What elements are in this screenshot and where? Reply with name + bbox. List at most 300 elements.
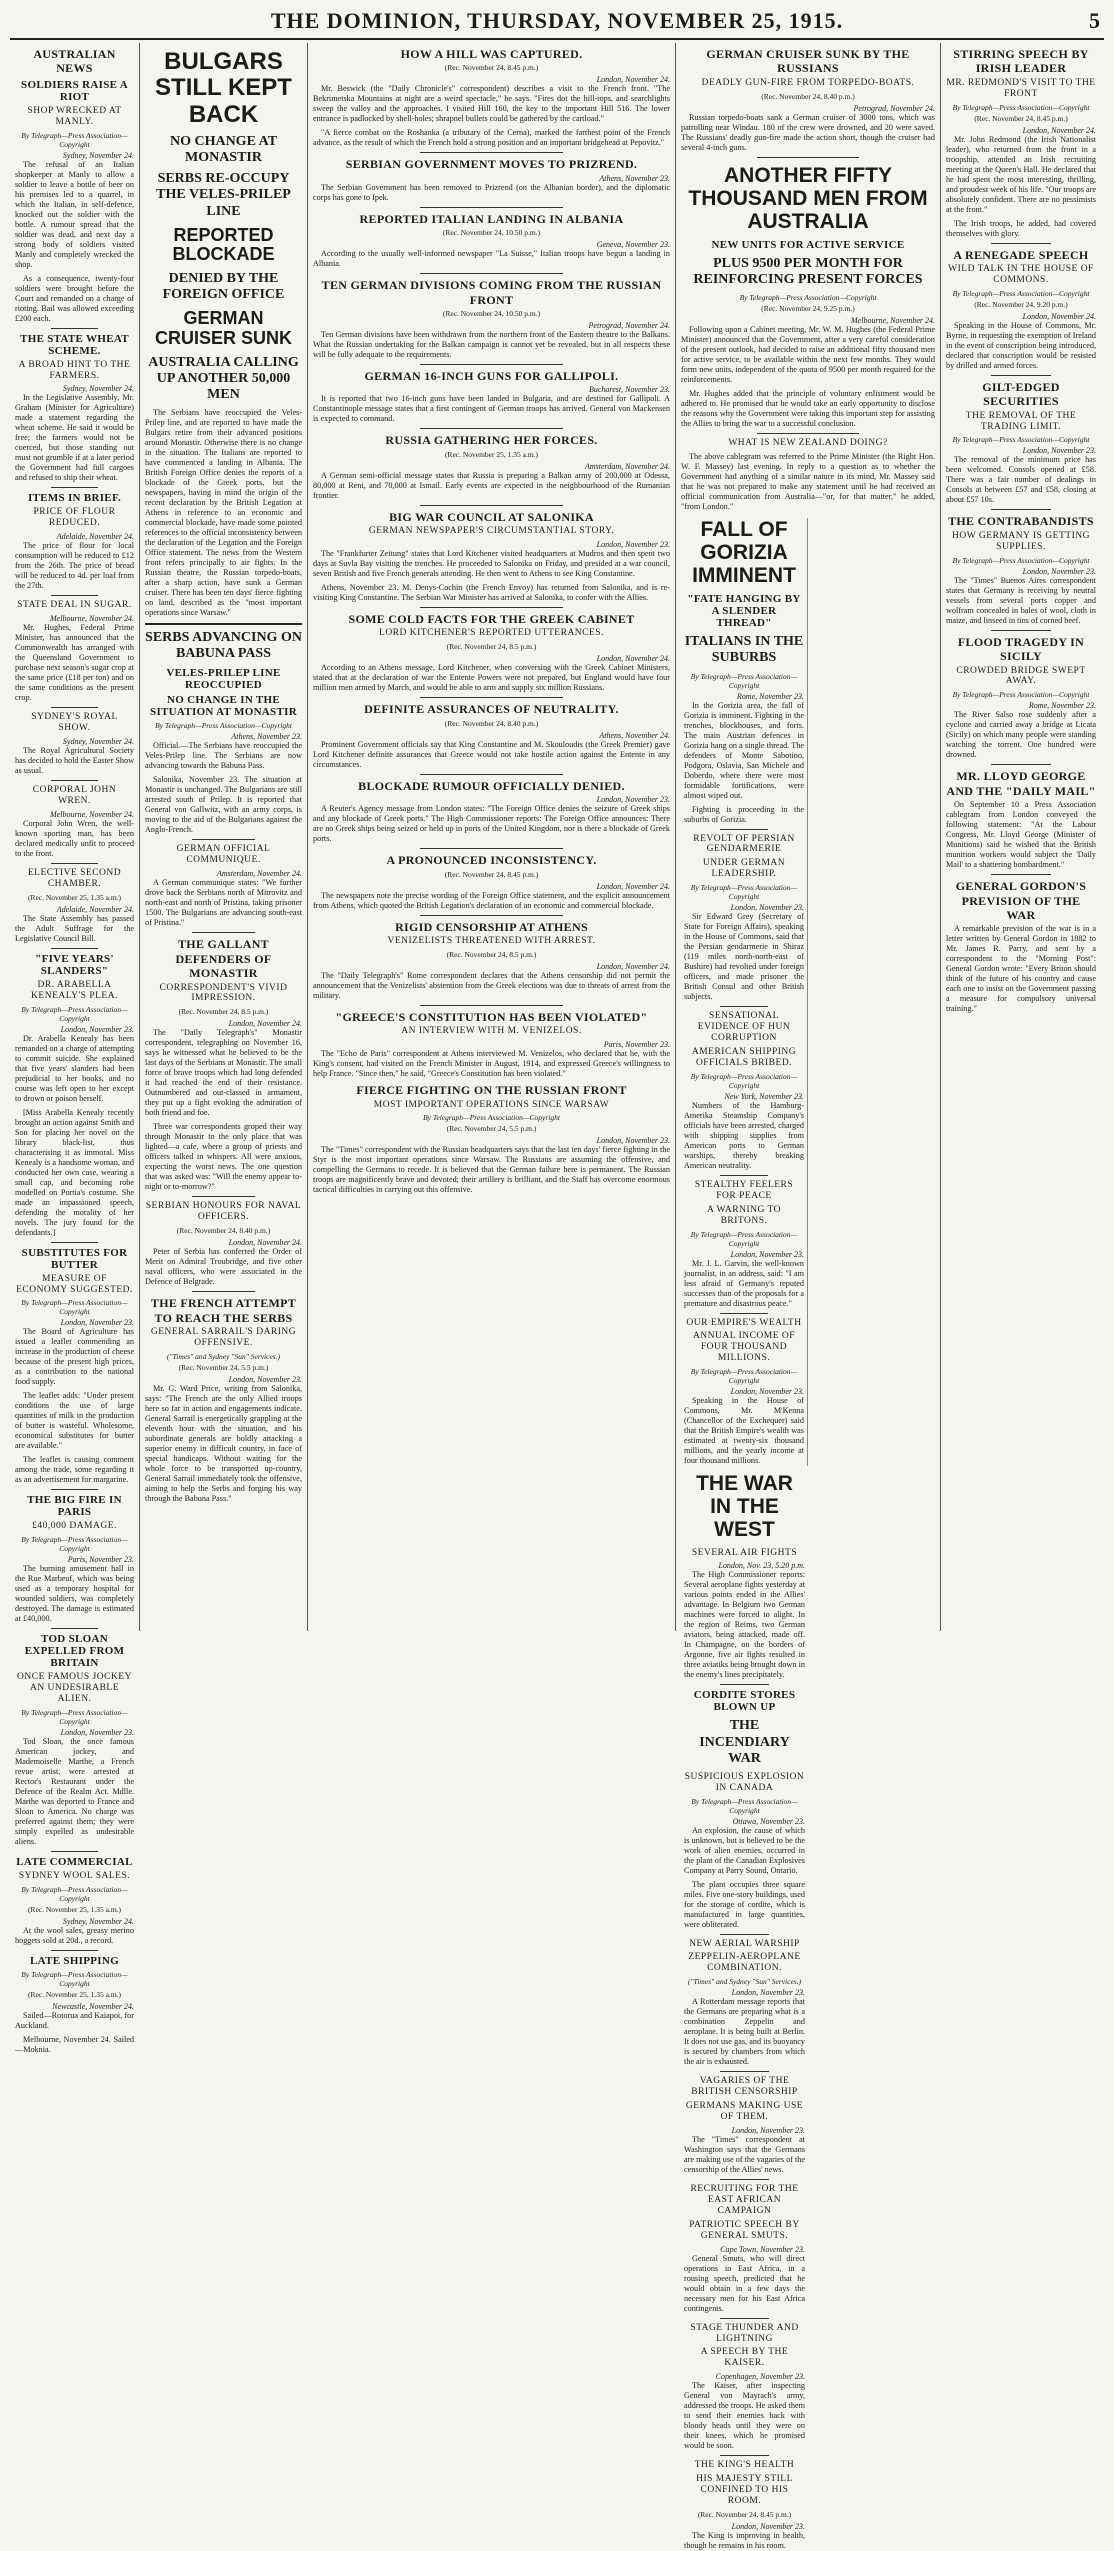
- divider: [420, 697, 563, 698]
- article-subhead: RECRUITING FOR THE EAST AFRICAN CAMPAIGN: [690, 2184, 799, 2216]
- article-subhead: PRICE OF FLOUR REDUCED.: [33, 507, 116, 529]
- sarrail-para: Mr. G. Ward Price, writing from Salonika, says: "The French are the only Allied troops here so far in action and engagements indicate. General Sarrail is energetically grappling at the eleventh hour with the situation, and his subordinate generals are boldly attacking a superior enemy in difficult country, in face of special handicaps. Without waiting for the whole force to be transported up-country, General Sarrail immediately took the offensive, aiming to help the Serbs and forging his way through the Babuna Pass.": [145, 1383, 302, 1503]
- article-subhead: VAGARIES OF THE BRITISH CENSORSHIP: [691, 2076, 798, 2098]
- divider: [720, 2179, 768, 2180]
- lead-deck-2: SERBS RE-OCCUPY THE VELES-PRILEP LINE: [156, 171, 291, 219]
- communique-para: A German communique states: "We further drove back the Serbians north of Mitrovitz and north-east and north of Pristina, taking prisoner 1500. The Bulgarians are advancing south-east of Pristina.": [145, 878, 302, 928]
- article: [681, 438, 935, 512]
- article-paragraph: On September 10 a Press Association cablegram from London conveyed the following statement: "At the Labour Congress, Mr. Lloyd George (Minister of Munitions) said he wished that the British munition workers would subject the 'Daily Mail' to a shattering bombardment.": [946, 800, 1096, 870]
- article-paragraph: The burning amusement hall in the Rue Marbeuf, which was being used as a temporary hospital for wounded soldiers, was completely destroyed. The damage is estimated at £40,000.: [15, 1564, 134, 1624]
- article: [15, 712, 134, 776]
- article-deck: LATE COMMERCIAL: [16, 1856, 133, 1869]
- article-byline: By Telegraph—Press Association—Copyright: [21, 1708, 128, 1727]
- article-byline: By Telegraph—Press Association—Copyright: [952, 435, 1090, 445]
- article-dateline: Rome, November 23.: [1028, 701, 1096, 711]
- article-subhead: REVOLT OF PERSIAN GENDARMERIE: [693, 833, 795, 855]
- article: [684, 2184, 805, 2314]
- article-paragraph: [Miss Arabella Kenealy recently brought an action against Smith and Son for placing her novel on the library black-list, thus characterising it as immoral. Miss Kenealy is a handsome woman, and conducted her own case, wearing a small cap, and becoming robe modelled on Portia's costume. She made an impassioned speech, defending the morality of her novels. The jury found for the defendants.]: [15, 1107, 134, 1237]
- article-paragraph: Melbourne, November 24. Sailed—Moknia.: [15, 2035, 134, 2055]
- sarrail-subhead: GENERAL SARRAIL'S DARING OFFENSIVE.: [150, 1326, 297, 1348]
- column-1: [10, 43, 140, 2055]
- article-received: (Rec. November 25, 1.35 a.m.): [27, 1905, 122, 1915]
- article-dateline: Adelaide, November 24.: [56, 532, 134, 542]
- article: [684, 834, 804, 1003]
- article-paragraph: Mr. John Redmond (the Irish Nationalist leader), who returned from the front in a troopship, attended an Irish recruiting meeting at the Queen's Hall. He declared that he had spent the most interesting, thrilling, and proudest week of his life. "Our troops are absolutely confident. There are no pessimists at the front.": [946, 134, 1096, 214]
- article-dateline: Paris, November 23.: [603, 1040, 670, 1050]
- article: [15, 492, 134, 591]
- article: [946, 635, 1096, 761]
- article: [15, 1856, 134, 1946]
- article-paragraph: A Rotterdam message reports that the Germans are preparing what is a combination Zeppelin and aeroplane. It is being built at Berlin. It does not use gas, and its buoyancy is secured by chambers from which the air is exhausted.: [684, 1997, 805, 2067]
- article-deck: LATE SHIPPING: [30, 1955, 119, 1968]
- divider: [420, 915, 563, 916]
- article-subhead: SHOP WRECKED AT MANLY.: [27, 105, 122, 127]
- article: [684, 1689, 805, 1929]
- article: [946, 248, 1096, 371]
- article-paragraph: An explosion, the cause of which is unknown, but is believed to be the work of alien enemies, occurred in the plant of the Canadian Explosives Company at Parry Sound, Ontario.: [684, 1825, 805, 1875]
- article-deck: PLUS 9500 PER MONTH FOR REINFORCING PRESENT FORCES: [693, 255, 923, 288]
- article-paragraph: A German semi-official message states that Russia is preparing a Balkan army of 200,000 at Odessa, 80,000 at Reni, and 70,000 at Ismail. Early events are expected in the neighbourhood of the Rumanian frontier.: [313, 470, 670, 500]
- article-paragraph: The "Frankfurter Zeitung" states that Lord Kitchener visited headquarters at Mudros and then spent two days at Suvla Bay visiting the trenches. He proceeded to Salonika on Friday, and presided at a war council, seven British and five French generals attending. He then went to Athens to see King Constantine.: [313, 549, 670, 579]
- article-received: (Rec. November 24, 8.45 p.m.): [444, 869, 539, 879]
- article-byline: By Telegraph—Press Association—Copyright: [952, 288, 1090, 298]
- article-dateline: Cape Town, November 23.: [720, 2244, 805, 2254]
- article-subhead: LORD KITCHENER'S REPORTED UTTERANCES.: [379, 628, 604, 639]
- article-subhead: STAGE THUNDER AND LIGHTNING: [690, 2322, 799, 2344]
- article-headline: ANOTHER FIFTY THOUSAND MEN FROM AUSTRALIA: [688, 163, 928, 233]
- babuna-dateline: Athens, November 23.: [231, 732, 302, 742]
- article-received: (Rec. November 24, 10.50 p.m.): [442, 308, 541, 318]
- article-paragraph: The removal of the minimum price has been welcomed. Consols opened at £58. There was a fair number of dealings in Consols at between £57 and £58, closing at about £57 10s.: [946, 455, 1096, 505]
- article-paragraph: The King is improving in health, though he remains in his room.: [684, 2531, 805, 2550]
- article-paragraph: Mr. Hughes, Federal Prime Minister, has announced that the Commonwealth has arranged with the Queensland Government to purchase next season's sugar crop at the same price (£18 per ton) and on the same conditions as the present crop.: [15, 623, 134, 703]
- article-dateline: Newcastle, November 24.: [52, 2002, 134, 2012]
- divider: [420, 207, 563, 208]
- divider: [51, 780, 99, 781]
- article-byline: By Telegraph—Press Association—Copyright: [952, 555, 1090, 565]
- article-paragraph: Dr. Arabella Kenealy has been remanded on a charge of attempting to commit suicide. She explained that five years' slanders had been prejudicial to her books, and no course was left open to her except to drown or poison herself.: [15, 1033, 134, 1103]
- article-deck: THE STATE WHEAT SCHEME.: [20, 332, 129, 357]
- lead-deck-1: NO CHANGE AT MONASTIR: [169, 134, 278, 166]
- article: [684, 1011, 804, 1171]
- article: [946, 514, 1096, 625]
- article-paragraph: Tod Sloan, the once famous American jockey, and Mademoiselle Marthe, a French revue artist, were arrested at Rector's Restaurant under the Defence of the Realm Act. Mdlle. Marthe was deported to France and Sloan to America. No charge was preferred against them; they were simply expelled as undesirable aliens.: [15, 1737, 134, 1847]
- column-5: [941, 43, 1101, 1631]
- article-received: (Rec. November 24, 5.5 p.m.): [446, 1124, 537, 1134]
- divider: [420, 505, 563, 506]
- article-headline: SOME COLD FACTS FOR THE GREEK CABINET: [348, 612, 635, 627]
- babuna-para-2: Salonika, November 23. The situation at Monastir is unchanged. The Bulgarians are still arrested south of Prilep. It is reported that General von Gallwitz, with an army corps, is moving to the aid of the Bulgarians against the Anglo-French.: [145, 775, 302, 835]
- article-paragraph: Mr. Beswick (the "Daily Chronicle's" correspondent) describes a visit to the French front. "The Bekrimetska Mountains at night are a weird spectacle," he says. "Fires dot the hill-tops, and searchlights sweep the valley and the approaches. I visited Hill 160, the key to the important Hill 516. The lower entrance is padlocked by shell-holes; shrapnel bullets could be gathered by the cartload.": [313, 84, 670, 124]
- divider: [720, 829, 768, 830]
- article: [313, 433, 670, 500]
- article-subhead: A WARNING TO BRITONS.: [706, 1204, 782, 1226]
- article-byline: By Telegraph—Press Association—Copyright: [952, 102, 1090, 112]
- honours-para: Peter of Serbia has conferred the Order of Merit on Admiral Troubridge, and five other naval officers, who were associated in the Defence of Belgrade.: [145, 1247, 302, 1287]
- article-deck: THE INCENDIARY WAR: [699, 1718, 790, 1766]
- article-headline: A PRONOUNCED INCONSISTENCY.: [386, 853, 597, 868]
- article-subhead: A BROAD HINT TO THE FARMERS.: [18, 359, 131, 381]
- article-subhead: ANNUAL INCOME OF FOUR THOUSAND MILLIONS.: [692, 1331, 796, 1364]
- article-received: (Rec. November 24, 8.40 p.m.): [761, 91, 855, 101]
- article-paragraph: In the Gorizia area, the fall of Gorizia is imminent. Fighting in the trenches, blockhouses, and forts. The main Austrian defences in Gorizia hang on a single thread. The defenders of Monte Sabotino, Podgora, Oslavia, San Michele and Doberdo, where there were most formidable fortifications, were almost wiped out.: [684, 700, 804, 800]
- divider: [51, 1242, 99, 1243]
- babuna-para-1: Official.—The Serbians have reoccupied the Veles-Prilep line. The Serbians are now advancing towards the Babuna Pass.: [145, 741, 302, 771]
- article-subhead: OUR EMPIRE'S WEALTH: [686, 1317, 802, 1328]
- article-headline: A RENEGADE SPEECH: [953, 247, 1089, 262]
- article-subhead: CROWDED BRIDGE SWEPT AWAY.: [956, 665, 1086, 687]
- column-4-left: [681, 518, 808, 1466]
- article: [15, 333, 134, 484]
- article: [946, 47, 1096, 239]
- article-headline: THE CONTRABANDISTS: [948, 514, 1094, 529]
- article-dateline: London, November 23.: [596, 540, 670, 550]
- article: [946, 380, 1096, 506]
- article: [15, 1633, 134, 1847]
- divider: [420, 428, 563, 429]
- article-paragraph: Fighting is proceeding in the suburbs of Gorizia.: [684, 804, 804, 824]
- article-paragraph: The Royal Agricultural Society has decided to hold the Easter Show as usual.: [15, 746, 134, 776]
- babuna-headline: SERBS ADVANCING ON BABUNA PASS: [145, 630, 302, 662]
- article-subhead: £40,000 DAMAGE.: [32, 1521, 117, 1532]
- article-byline: By Telegraph—Press Association—Copyright: [690, 1071, 798, 1090]
- article-received: (Rec. November 24, 8.45 p.m.): [444, 63, 539, 73]
- article-paragraph: According to the usually well-informed newspaper "La Suisse," Italian troops have begun a landing in Albania.: [313, 249, 670, 269]
- article-dateline: London, November 23.: [731, 2126, 805, 2136]
- divider: [192, 839, 255, 840]
- column-4-top: [681, 47, 935, 512]
- article-dateline: Athens, November 24.: [599, 730, 670, 740]
- divider: [420, 273, 563, 274]
- article-dateline: Geneva, November 23.: [596, 240, 670, 250]
- article-received: (Rec. November 25, 1.35 a.m.): [27, 1990, 122, 2000]
- article-paragraph: Athens, November 23. M. Denys-Cochin (the French Envoy) has returned from Salonika, and is re-visiting King Constantine. The Serbian War Minister has arrived at Salonika, to confer with the Allies.: [313, 583, 670, 603]
- article-dateline: Sydney, November 24.: [62, 1917, 134, 1927]
- divider: [420, 848, 563, 849]
- article-received: (Rec. November 24, 10.50 p.m.): [442, 228, 541, 238]
- article-dateline: London, November 23.: [730, 1387, 804, 1397]
- article: [15, 785, 134, 859]
- article-dateline: London, November 23.: [60, 1024, 134, 1034]
- article: [681, 164, 935, 429]
- article-dateline: Bucharest, November 23.: [588, 385, 670, 395]
- monastir-received: (Rec. November 24, 8.5 p.m.): [178, 1007, 269, 1017]
- article-paragraph: Prominent Government officials say that King Constantine and M. Skouloudis (the Greek Premier) gave Lord Kitchener definite assurances that Greece would not take hostile action against the Entente in any circumstances.: [313, 739, 670, 769]
- article-dateline: London, November 24.: [596, 881, 670, 891]
- babuna-deck: VELES-PRILEP LINE REOCCUPIED: [166, 667, 281, 692]
- article-subhead: SENSATIONAL EVIDENCE OF HUN CORRUPTION: [697, 1011, 791, 1044]
- article: [313, 779, 670, 844]
- divider: [420, 152, 563, 153]
- article: [15, 47, 134, 324]
- article-paragraph: The leaflet adds: "Under present conditions the use of large quantities of milk in the production of butter is wasteful. Wholesome, economical substitutes for butter are available.": [15, 1391, 134, 1451]
- article-headline: RUSSIA GATHERING HER FORCES.: [385, 433, 598, 448]
- divider: [720, 2318, 768, 2319]
- article-paragraph: In the Legislative Assembly, Mr. Graham (Minister for Agriculture) made a statement regarding the wheat scheme. He said it would be free; the farmers would not be coerced, but those standing out must not grumble if at a later period the Government had full cargoes and refused to ship their wheat.: [15, 393, 134, 483]
- article-subhead: DR. ARABELLA KENEALY'S PLEA.: [31, 979, 118, 1001]
- article-subhead: SUSPICIOUS EXPLOSION IN CANADA: [684, 1771, 805, 1793]
- article-deck: ITEMS IN BRIEF.: [27, 492, 122, 505]
- article-subhead: SYDNEY WOOL SALES.: [18, 1871, 131, 1882]
- article-byline: ("Times" and Sydney "Sun" Services.): [687, 1977, 802, 1987]
- divider: [420, 1005, 563, 1006]
- article-headline: THE WAR IN THE WEST: [696, 1472, 793, 1542]
- article-paragraph: The "Daily Telegraph's" Rome correspondent declares that the Athens censorship did not permit the announcement that the Venizelists' abstention from the Greek elections was due to threats of arrest from the military.: [313, 970, 670, 1000]
- article-paragraph: The price of flour for local consumption will be reduced to £12 from the 26th. The price of bread will be reduced to 4d. per loaf from the 27th.: [15, 541, 134, 591]
- article-subhead: GERMAN NEWSPAPER'S CIRCUMSTANTIAL STORY.: [368, 526, 615, 537]
- article-dateline: Sydney, November 24.: [62, 384, 134, 394]
- article-subhead: ELECTIVE SECOND CHAMBER.: [27, 867, 122, 889]
- article-dateline: London, November 23.: [1022, 566, 1096, 576]
- article-paragraph: Ten German divisions have been withdrawn from the northern front of the Eastern theatre to the Balkans. What the Russian undertaking for the Balkan campaign is cannot yet be revealed, but in all respects these will be fully adequate to the requirements.: [313, 329, 670, 359]
- article-dateline: London, November 23.: [596, 795, 670, 805]
- article-paragraph: Russian torpedo-boats sank a German cruiser of 3000 tons, which was patrolling near Windau. 180 of the crew were drowned, and 20 were saved. The Russians' deadly gun-fire made the action short, though the cruiser had several 4-inch guns.: [681, 112, 935, 152]
- article-subhead: AN INTERVIEW WITH M. VENIZELOS.: [401, 1026, 582, 1037]
- article: [15, 868, 134, 944]
- article-paragraph: Speaking in the House of Commons, Mr. Byrne, in requesting the exemption of Ireland in the event of conscription being introduced, declared that conscription would be resisted by drilled and armed forces.: [946, 320, 1096, 370]
- article-byline: By Telegraph—Press Association—Copyright: [690, 1229, 798, 1248]
- article-dateline: London, November 23.: [60, 1318, 134, 1328]
- article-dateline: Sydney, November 24.: [62, 737, 134, 747]
- divider: [720, 1006, 768, 1007]
- article-headline: BLOCKADE RUMOUR OFFICIALLY DENIED.: [358, 778, 625, 793]
- article-byline: By Telegraph—Press Association—Copyright: [21, 1298, 128, 1317]
- article-paragraph: General Smuts, who will direct operations in East Africa, in a rousing speech, predicted that he would obtain in a few days the necessary men for his East Africa contingents.: [684, 2253, 805, 2313]
- article-paragraph: Following upon a Cabinet meeting, Mr. W. M. Hughes (the Federal Prime Minister) announced that the Government, after a very careful consideration of the present outlook, had decided to raise an additional fifty thousand men for active service, to be available within the next few months. They would form new units, independent of the quota of 9500 per month required for the reinforcements.: [681, 325, 935, 385]
- communique-heading: GERMAN OFFICIAL COMMUNIQUE.: [176, 844, 271, 866]
- columns: [10, 43, 1104, 2550]
- sarrail-dateline: London, November 23.: [228, 1374, 302, 1384]
- article: [684, 1318, 804, 1467]
- article-subhead: HIS MAJESTY STILL CONFINED TO HIS ROOM.: [696, 2474, 793, 2507]
- divider: [51, 328, 99, 329]
- article-paragraph: Sailed—Rotorua and Kaiapoi, for Auckland.: [15, 2011, 134, 2031]
- divider: [991, 874, 1051, 875]
- article-subhead: WILD TALK IN THE HOUSE OF COMMONS.: [948, 264, 1094, 285]
- article: [313, 47, 670, 148]
- article-headline: FALL OF GORIZIA IMMINENT: [692, 518, 796, 588]
- divider: [720, 1684, 768, 1685]
- article-paragraph: The State Assembly has passed the Adult Suffrage for the Legislative Council Bill.: [15, 913, 134, 943]
- divider: [145, 623, 302, 625]
- article-headline: HOW A HILL WAS CAPTURED.: [400, 47, 583, 61]
- column-3-bottom: [313, 1083, 670, 1195]
- article: [946, 769, 1096, 870]
- article-headline: FIERCE FIGHTING ON THE RUSSIAN FRONT: [356, 1083, 627, 1098]
- article-paragraph: At the wool sales, greasy merino hoggets sold at 20d., a record.: [15, 1926, 134, 1946]
- article: [684, 2460, 805, 2551]
- article-headline: GERMAN 16-INCH GUNS FOR GALLIPOLI.: [364, 368, 619, 383]
- article-paragraph: Corporal John Wren, the well-known sporting man, has been declared medically unfit to proceed to the front.: [15, 818, 134, 858]
- article: [684, 518, 804, 824]
- article-paragraph: The refusal of an Italian shopkeeper at Manly to allow a soldier to leave a bottle of beer on his premises led to a quarrel, in which the Italian, in self-defence, knocked out the soldier with the bottle. A rumour spread that the soldier was dead, and next day a strong body of soldiers visited Manly and completely wrecked the shop.: [15, 159, 134, 269]
- column-4-split: [681, 518, 935, 2551]
- article-headline: GILT-EDGED SECURITIES: [982, 379, 1060, 409]
- page-number: 5: [1089, 8, 1100, 33]
- article: [313, 510, 670, 603]
- communique-dateline: Amsterdam, November 24.: [216, 869, 302, 879]
- article-deck: ITALIANS IN THE SUBURBS: [684, 634, 804, 666]
- article-deck: CORDITE STORES BLOWN UP: [693, 1689, 796, 1714]
- lead-deck-6: AUSTRALIA CALLING UP ANOTHER 50,000 MEN: [148, 355, 299, 403]
- article-received: (Rec. November 25, 1.35 a.m.): [27, 892, 122, 902]
- article: [313, 702, 670, 769]
- divider: [720, 2455, 768, 2456]
- article: [681, 47, 935, 153]
- article-headline: BIG WAR COUNCIL AT SALONIKA: [389, 509, 594, 524]
- divider: [420, 774, 563, 775]
- article-headline: "GREECE'S CONSTITUTION HAS BEEN VIOLATED": [335, 1009, 648, 1024]
- divider: [757, 157, 859, 158]
- article-dateline: Petrograd, November 24.: [853, 103, 935, 113]
- article-subhead: VENIZELISTS THREATENED WITH ARREST.: [387, 935, 596, 946]
- article-subhead: MR. REDMOND'S VISIT TO THE FRONT: [946, 77, 1096, 99]
- article-paragraph: "A fierce combat on the Roshanka (a tributary of the Cerna), marked the farthest point of the French advance, as the result of which the French hold a strong position and an important bridgehead at Pepovitz.": [313, 128, 670, 148]
- article-dateline: Sydney, November 24.: [62, 150, 134, 160]
- article-deck: "FATE HANGING BY A SLENDER THREAD": [687, 593, 801, 630]
- article-received: (Rec. November 24, 8.40 p.m.): [444, 718, 539, 728]
- lead-article: [145, 49, 302, 1504]
- article: [313, 920, 670, 1001]
- article-byline: By Telegraph—Press Association—Copyright: [21, 1970, 128, 1989]
- divider: [720, 1934, 768, 1935]
- article: [684, 1180, 804, 1309]
- article-dateline: Rome, November 23.: [736, 691, 804, 701]
- article-paragraph: The above cablegram was referred to the Prime Minister (the Right Hon. W. F. Massey) last evening. In reply to a question as to whether the Government had anything of a similar nature in its mind, Mr. Massey said that he was not prepared to make any statement until he had received an official communication from Australia—"or, for that matter," he added, "from London.": [681, 452, 935, 512]
- article-dateline: London, November 24.: [596, 654, 670, 664]
- article: [684, 1472, 805, 1680]
- article-received: (Rec. November 24, 8.45 p.m.): [697, 2510, 792, 2519]
- article-dateline: London, November 23.: [730, 903, 804, 913]
- article-byline: By Telegraph—Press Association—Copyright: [690, 1367, 798, 1386]
- article-subhead: GERMANS MAKING USE OF THEM.: [685, 2101, 804, 2123]
- article-subhead: AMERICAN SHIPPING OFFICIALS BRIBED.: [691, 1047, 797, 1068]
- sarrail-headline: THE FRENCH ATTEMPT TO REACH THE SERBS: [150, 1296, 297, 1325]
- article-paragraph: The "Echo de Paris" correspondent at Athens interviewed M. Venizelos, who declared that he, with the King's consent, had visited on the French Minister in August, 1914, and expressed Greece's willingness to help France. "Since then," he said, "Greece's Constitution has been violated.": [313, 1049, 670, 1079]
- column-3: [308, 43, 676, 1631]
- divider: [720, 1313, 768, 1314]
- article-paragraph: The leaflet is causing comment among the trade, some regarding it as an advertisement for margarine.: [15, 1455, 134, 1485]
- article-headline: GERMAN CRUISER SUNK BY THE RUSSIANS: [706, 47, 910, 76]
- masthead: [10, 4, 1104, 40]
- lead-deck-5: GERMAN CRUISER SUNK: [154, 308, 292, 349]
- article: [313, 1083, 670, 1195]
- article-headline: MR. LLOYD GEORGE AND THE "DAILY MAIL": [946, 769, 1096, 798]
- article-dateline: Athens, November 23.: [599, 173, 670, 183]
- article-paragraph: Numbers of the Hamburg-Amerika Steamship Company's officials have been arrested, charged with shipping supplies from American ports to German warships, thereby breaking American neutrality.: [684, 1100, 804, 1170]
- article-subhead: MOST IMPORTANT OPERATIONS SINCE WARSAW: [373, 1099, 610, 1110]
- article: [15, 953, 134, 1238]
- divider: [51, 948, 99, 949]
- article-dateline: New York, November 23.: [724, 1091, 804, 1101]
- article-subhead: MEASURE OF ECONOMY SUGGESTED.: [16, 1273, 133, 1295]
- article-deck: SOLDIERS RAISE A RIOT: [21, 78, 128, 103]
- article: [15, 600, 134, 703]
- article-paragraph: The "Times" correspondent at Washington says that the Germans are making use of the vagaries of the censorship of the Allies' news.: [684, 2135, 805, 2175]
- article-subhead: ZEPPELIN-AEROPLANE COMBINATION.: [688, 1952, 801, 1974]
- article-deck: NEW UNITS FOR ACTIVE SERVICE: [711, 238, 905, 251]
- article-subhead: HOW GERMANY IS GETTING SUPPLIES.: [952, 530, 1090, 552]
- article-headline: REPORTED ITALIAN LANDING IN ALBANIA: [359, 211, 624, 226]
- article-received: (Rec. November 24, 8.45 p.m.): [974, 113, 1068, 123]
- monastir-subhead: CORRESPONDENT'S VIVID IMPRESSION.: [159, 982, 288, 1004]
- article-dateline: London, November 23.: [596, 1136, 670, 1146]
- article-dateline: Melbourne, November 24.: [851, 316, 935, 326]
- article-subhead: SYDNEY'S ROYAL SHOW.: [31, 712, 118, 734]
- article-dateline: Melbourne, November 24.: [50, 614, 134, 624]
- article: [313, 212, 670, 269]
- sarrail-byline: ("Times" and Sydney "Sun" Services.): [166, 1351, 281, 1361]
- article: [313, 369, 670, 424]
- article-dateline: London, November 23.: [731, 1988, 805, 1998]
- divider: [991, 509, 1051, 510]
- lead-headline: BULGARS STILL KEPT BACK: [155, 48, 292, 128]
- article: [15, 1955, 134, 2055]
- divider: [51, 1950, 99, 1951]
- article-paragraph: The Kaiser, after inspecting General von Mayrach's army, addressed the troops. He asked them to send their enemies back with bloody heads until they were on their knees, which he promised would be soon.: [684, 2381, 805, 2451]
- article-paragraph: Mr. J. L. Garvin, the well-known journalist, in an address, said: "I am less afraid of Germany's reputed successes than of the proposals for a premature and disastrous peace.": [684, 1258, 804, 1308]
- lead-summary: The Serbians have reoccupied the Veles-Prilep line, and are reported to have made the Bulgars retire from their advanced positions around Monastir. Otherwise there is no change in the situation. The Italians are reported to have commenced a landing in Albania. The British Foreign Office denies the reports of a blockade of the Greek ports, but the newspapers, having in mind the origin of the recent declaration by the British Legation at Athens in reference to an economic and commercial blockade, have made some pointed references to the official inconsistency between the declaration of the Legation and the Foreign Office statement. The news from the Western front refers principally to air fights. In the Russian theatre, the Russian torpedo-boats, after a sharp action, have sunk a German cruiser. There has been ten days' fierce fighting on land, described as the "most important operations since Warsaw.": [145, 408, 302, 618]
- article-paragraph: The Serbian Government has been removed to Prizrend (on the Albanian border), and the diplomatic corps has gone to Ipek.: [313, 182, 670, 202]
- article-byline: By Telegraph—Press Association—Copyright: [21, 1004, 128, 1023]
- divider: [720, 1175, 768, 1176]
- honours-received: (Rec. November 24, 8.40 p.m.): [176, 1226, 271, 1236]
- lead-deck-3: REPORTED BLOCKADE: [172, 224, 275, 265]
- article-subhead: UNDER GERMAN LEADERSHIP.: [702, 858, 786, 880]
- article-byline: By Telegraph—Press Association—Copyright: [691, 1796, 798, 1815]
- article: [15, 1247, 134, 1486]
- article-dateline: London, Nov. 23, 5.20 p.m.: [718, 1561, 805, 1571]
- divider: [51, 707, 99, 708]
- sarrail-received: (Rec. November 24, 5.5 p.m.): [178, 1362, 269, 1372]
- article-dateline: London, November 23.: [730, 1249, 804, 1259]
- article-received: (Rec. November 24, 8.5 p.m.): [446, 642, 537, 652]
- article-headline: DEFINITE ASSURANCES OF NEUTRALITY.: [364, 702, 619, 717]
- article-subhead: STEALTHY FEELERS FOR PEACE: [694, 1179, 794, 1201]
- column-3-top: [313, 47, 670, 1079]
- article-headline: FLOOD TRAGEDY IN SICILY: [957, 634, 1085, 664]
- article-dateline: Copenhagen, November 23.: [715, 2372, 805, 2382]
- article: [313, 612, 670, 693]
- article-byline: By Telegraph—Press Association—Copyright: [739, 293, 877, 303]
- article-paragraph: The newspapers note the precise wording of the Foreign Office statement, and the explicit announcement from Athens, which quoted the British Legation's declaration of an economic and commercial blockade.: [313, 890, 670, 910]
- article: [15, 1494, 134, 1624]
- article-paragraph: The Irish troops, he added, had covered themselves with glory.: [946, 218, 1096, 238]
- babuna-subdeck: NO CHANGE IN THE SITUATION AT MONASTIR: [150, 694, 297, 719]
- article-byline: By Telegraph—Press Association—Copyright: [423, 1113, 560, 1123]
- article-paragraph: The plant occupies three square miles. Five one-story buildings, used for the storage of cordite, which is manufactured in large quantities, were obliterated.: [684, 1879, 805, 1929]
- article-paragraph: Mr. Hughes added that the principle of voluntary enlistment would be adhered to. He promised that he would take an early opportunity to disclose the reasons why the Government were taking this important step for assisting the Allies to bring the war to a successful conclusion.: [681, 389, 935, 429]
- article-subhead: NEW AERIAL WARSHIP: [689, 1938, 800, 1949]
- column-4: [676, 43, 941, 2550]
- monastir-para-1: The "Daily Telegraph's" Monastir correspondent, telegraphing on November 16, says he witnessed what he believed to be the last days of the Serbians at Monastir. The small force of brave troops which had long defended it had reached the end of their resistance. Outnumbered and out-classed in armament, they put up a fight evoking the admiration of both friend and foe.: [145, 1028, 302, 1118]
- article-paragraph: The "Times" correspondent with the Russian headquarters says that the last ten days' fierce fighting in the Styr is the most important operations since Warsaw. The Russians are assuming the offensive, and compelling the Germans to recede. It is believed that the German failure here is permanent. The Russian troops are magnificently brave and devoted; their artillery is brilliant, and the Staff has overcome enormous tactical difficulties in carrying out this offensive.: [313, 1145, 670, 1195]
- article-received: (Rec. November 24, 8.5 p.m.): [446, 949, 537, 959]
- divider: [51, 1628, 99, 1629]
- article-received: (Rec. November 24, 9.20 p.m.): [974, 299, 1068, 309]
- article-paragraph: A remarkable prevision of the war is in a letter written by General Gordon in 1882 to Mr. James R. Parry, and sent by a correspondent to the "Morning Post": General Gordon wrote: "Every Briton should think of the future of his country and cause each one to insist on the Government passing a measure for compulsory universal training.": [946, 924, 1096, 1014]
- article-subhead: THE KING'S HEALTH: [694, 2460, 795, 2471]
- lead-deck-4: DENIED BY THE FOREIGN OFFICE: [162, 271, 285, 303]
- divider: [192, 1196, 255, 1197]
- article-received: (Rec. November 24, 9.25 p.m.): [761, 304, 855, 314]
- masthead-title: THE DOMINION, THURSDAY, NOVEMBER 25, 1915.: [270, 8, 844, 33]
- article-dateline: Melbourne, November 24.: [50, 809, 134, 819]
- article: [313, 853, 670, 910]
- divider: [192, 1291, 255, 1292]
- article-headline: SERBIAN GOVERNMENT MOVES TO PRIZREND.: [345, 157, 638, 172]
- article-paragraph: The Board of Agriculture has issued a leaflet commending an increase in the production of cheese because of the present high prices, as a contribution to the national food supply.: [15, 1327, 134, 1387]
